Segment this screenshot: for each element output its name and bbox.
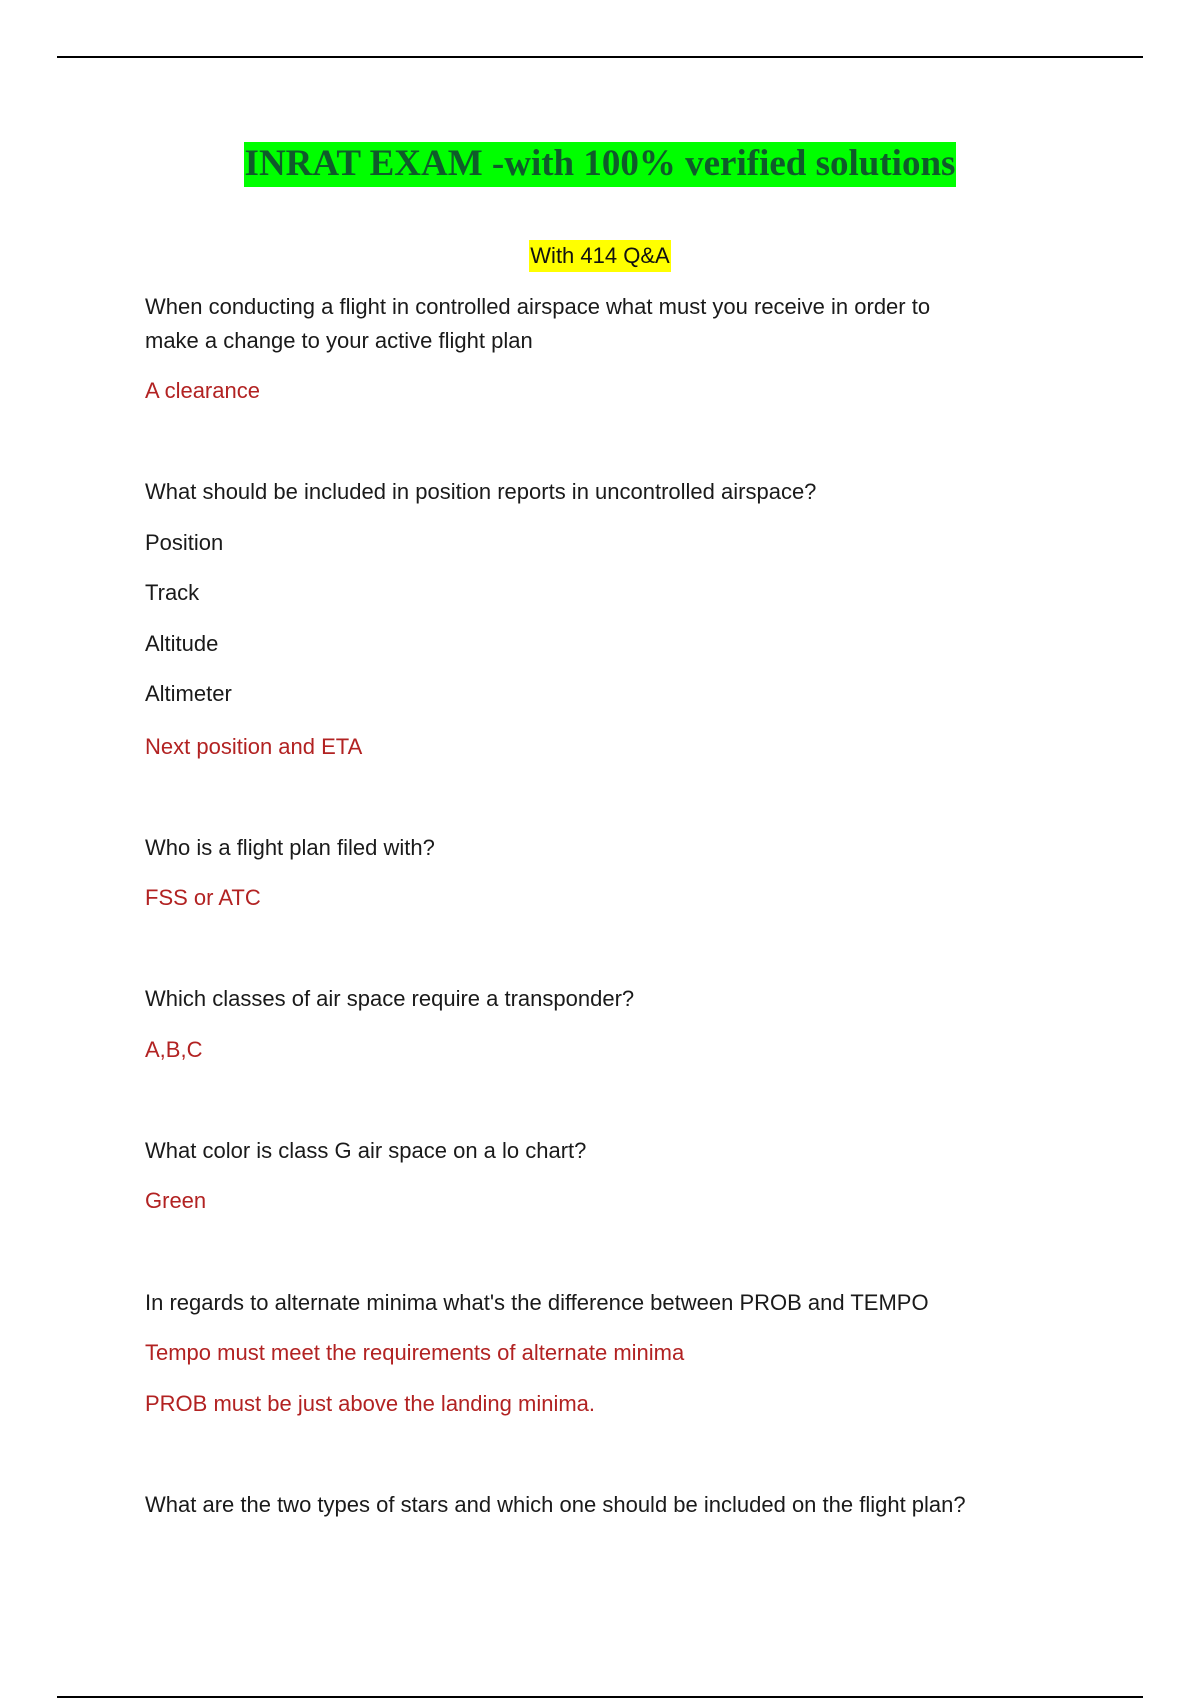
question-2-item-track: Track	[145, 580, 200, 605]
question-5: What color is class G air space on a lo chart?	[145, 1138, 587, 1163]
question-1-line-2: make a change to your active flight plan	[145, 328, 533, 353]
question-2-item-altitude: Altitude	[145, 631, 219, 656]
top-rule	[57, 56, 1143, 58]
question-2-item-position: Position	[145, 530, 224, 555]
question-7: What are the two types of stars and which one should be included on the flight plan?	[145, 1492, 966, 1517]
document-subtitle: With 414 Q&A	[529, 240, 670, 272]
answer-3: FSS or ATC	[145, 885, 261, 910]
answer-6-line-1: Tempo must meet the requirements of alternate minima	[145, 1340, 685, 1365]
question-3: Who is a flight plan filed with?	[145, 835, 435, 860]
subtitle-container	[0, 240, 1200, 272]
question-1-line-1: When conducting a flight in controlled airspace what must you receive in order to	[145, 294, 931, 319]
answer-6-line-2: PROB must be just above the landing minima.	[145, 1391, 596, 1416]
question-6: In regards to alternate minima what's the difference between PROB and TEMPO	[145, 1290, 929, 1315]
title-container	[0, 142, 1200, 187]
answer-4: A,B,C	[145, 1037, 203, 1062]
question-2-item-altimeter: Altimeter	[145, 681, 232, 706]
question-2: What should be included in position reports in uncontrolled airspace?	[145, 479, 817, 504]
answer-2: Next position and ETA	[145, 734, 363, 759]
answer-1: A clearance	[145, 378, 260, 403]
answer-5: Green	[145, 1188, 207, 1213]
question-4: Which classes of air space require a transponder?	[145, 986, 635, 1011]
document-title: INRAT EXAM -with 100% verified solutions	[244, 142, 957, 187]
bottom-rule	[57, 1696, 1143, 1698]
